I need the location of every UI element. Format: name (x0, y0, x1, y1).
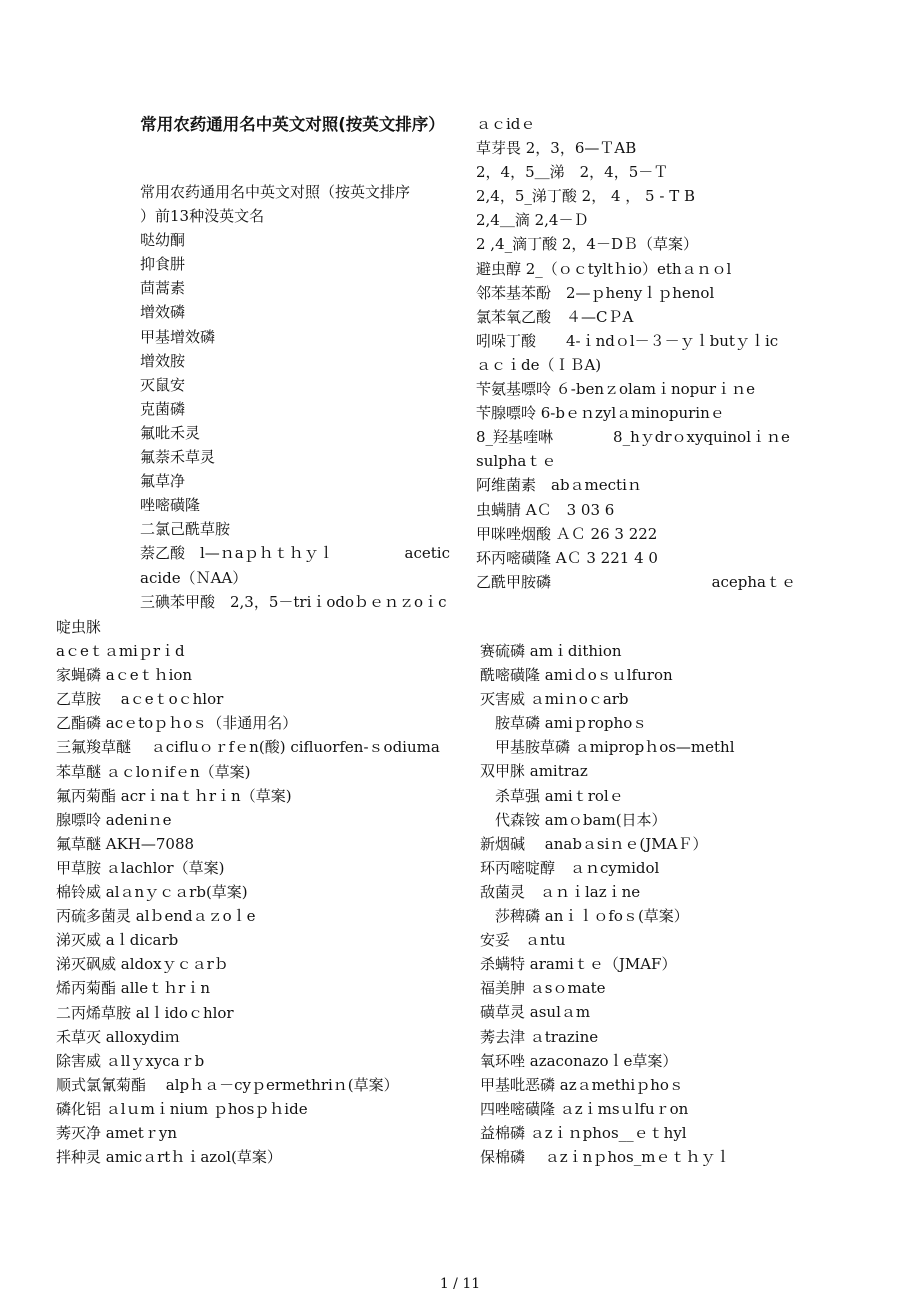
page-number: 1 / 11 (439, 1276, 481, 1292)
list-item: 腺嘌呤 adeniｎe (56, 810, 172, 829)
list-item: 2，4，5＿涕 2，4，5－Ｔ (476, 163, 669, 182)
list-item: 哒幼酮 (140, 231, 186, 250)
list-item: 抑食肼 (140, 255, 186, 274)
list-item: acide（ＮAA） (140, 568, 248, 587)
list-item: 代森铵 amｏbam(日本） (480, 810, 667, 829)
list-item: 新烟碱 anabａsiｎｅ(JMAＦ） (480, 834, 708, 853)
list-item: 莠去津 ａtrazine (480, 1027, 599, 1046)
list-item: 四唑嘧磺隆 ａzｉmsｕlfuｒon (480, 1099, 689, 1118)
list-item: 除害威 ａllｙxycaｒb (56, 1051, 205, 1070)
list-item: 二丙烯草胺 alｌidoｃhlor (56, 1003, 234, 1022)
list-item: 氟丙菊酯 acrｉnaｔｈrｉn（草案) (56, 786, 292, 805)
list-item: 苯草醚 ａｃloｎifｅn（草案) (56, 762, 251, 781)
list-item: 安妥 ａntu (480, 931, 566, 950)
list-item: 双甲脒 amitraz (480, 762, 588, 781)
list-item: 啶虫脒 (56, 618, 102, 636)
bottom-left-list (56, 615, 456, 1169)
list-item: 甲基吡恶磷 azａmethiｐhoｓ (480, 1075, 684, 1094)
top-right-list (476, 112, 796, 594)
term-text: 乙酰甲胺磷 (476, 572, 552, 591)
list-item: 邻苯基苯酚 2—ｐhenyｌｐhenol (476, 283, 715, 302)
list-item: 氟草净 (140, 472, 186, 491)
list-item: 增效磷 (140, 303, 186, 322)
list-item: 增效胺 (140, 351, 186, 370)
list-item: 氟草醚 AKH—7088 (56, 834, 195, 853)
list-item: 环丙嘧啶醇 ａｎcymidol (480, 858, 660, 877)
list-item: 丙硫多菌灵 alｂendａｚoｌe (56, 907, 256, 926)
list-item: 唑嘧磺隆 (140, 496, 201, 515)
list-item: 甲草胺 ａlachlor（草案) (56, 858, 225, 877)
list-item: 棉铃威 alａnｙｃａrb(草案) (56, 883, 248, 902)
list-item: 2 ,4_滴丁酸 2，4－DＢ（草案） (476, 235, 699, 254)
list-item: aｃeｔａmiｐrｉd (56, 642, 185, 661)
list-item (140, 541, 450, 565)
bottom-right-list (480, 639, 820, 1169)
term-text: 萘乙酸 l—ｎaｐｈｔｈｙｌ (140, 544, 334, 563)
list-item: 环丙嘧磺隆 AＣ 3 221 4 0 (476, 548, 658, 567)
list-item: 甲基胺草磷 ａmipropｈos—methl (480, 738, 735, 757)
list-item: 8_羟基喹啉 8_hｙdrｏxyquinolｉｎe (476, 428, 790, 447)
list-item: 福美胂 ａsｏmate (480, 979, 606, 998)
list-item: 家蝇磷 aｃeｔｈion (56, 666, 193, 685)
list-item: 烯丙菊酯 alleｔｈrｉn (56, 979, 211, 998)
list-item: 吲哚丁酸 4-ｉndｏl－３－ｙｌbutｙｌic (476, 331, 779, 350)
list-item: ａｃidｅ (476, 115, 536, 133)
list-item: 禾草灭 alloxydiｍ (56, 1027, 180, 1046)
list-item: 杀草强 amiｔrolｅ (480, 786, 624, 805)
list-item: 氟萘禾草灵 (140, 448, 216, 467)
list-item: 苄腺嘌呤 6-bｅｎzylａminopurinｅ (476, 404, 725, 423)
list-item: 乙草胺 aｃeｔoｃhlor (56, 690, 224, 709)
list-item: 避虫醇 2_（ｏｃtyltｈio）ethａｎｏl (476, 259, 732, 278)
list-item: 顺式氯氰菊酯 alpｈａ－cyｐermethriｎ(草案） (56, 1075, 399, 1094)
list-item: 磺草灵 asulａm (480, 1003, 591, 1022)
list-item: 涕灭威 aｌdicarb (56, 931, 179, 950)
list-item: 二氯己酰草胺 (140, 520, 231, 539)
list-item: 苄氨基嘌呤 ６-benｚolamｉnopurｉｎe (476, 380, 755, 399)
list-item: 敌菌灵 ａｎｉlazｉne (480, 882, 641, 901)
list-item: 乙酯磷 acｅtoｐｈoｓ（非通用名） (56, 714, 298, 733)
list-item: 杀螨特 aramiｔｅ（JMAF） (480, 955, 677, 974)
list-item: 保棉磷 ａzｉnｐhos_mｅｔｈｙｌ (480, 1147, 731, 1166)
list-item: 阿维菌素 abａmectiｎ (476, 476, 642, 495)
list-item: ）前13种没英文名 (140, 207, 265, 226)
term-text-right: acephaｔｅ (711, 572, 796, 591)
list-item: 灭害威 ａmiｎoｃarb (480, 690, 629, 709)
term-text-right: acetic (404, 544, 450, 563)
list-item: 莠灭净 ametｒyn (56, 1123, 177, 1142)
list-item: 酰嘧磺隆 amiｄoｓｕlfuron (480, 666, 673, 685)
list-item: 虫螨腈 AＣ 3 03 6 (476, 500, 615, 519)
list-item: 赛硫磷 amｉdithion (480, 642, 622, 660)
list-item: 克菌磷 (140, 399, 186, 418)
list-item: 益棉磷 ａzｉｎphos__ｅｔhyl (480, 1123, 687, 1142)
list-item: 甲基增效磷 (140, 327, 216, 346)
list-item: 胺草磷 amiｐrophoｓ (480, 714, 648, 733)
list-item (476, 570, 796, 594)
list-item: sulphaｔｅ (476, 452, 557, 471)
list-item: 灭鼠安 (140, 375, 186, 394)
list-item: 氯苯氧乙酸 ４—CＰA (476, 307, 634, 326)
top-left-list (140, 180, 450, 614)
list-item: 2,4＿滴 2,4－Ｄ (476, 211, 589, 230)
list-item: 草芽畏 2，3，6—ＴAB (476, 139, 637, 158)
list-item: ａｃｉde（ＩＢA) (476, 355, 602, 374)
list-item: 氧环唑 azaconazoｌe草案） (480, 1051, 678, 1070)
list-item: 2,4，5_涕丁酸 2， 4 ， 5 - T B (476, 187, 696, 206)
list-item: 氟吡禾灵 (140, 423, 201, 442)
list-item: 涕灭砜威 aldoxｙｃａrｂ (56, 955, 229, 974)
list-item: 磷化铝 ａlｕmｉnium ｐhosｐｈide (56, 1099, 308, 1118)
list-item: 三碘苯甲酸 2,3，5－triｉodoｂｅｎｚoｉc (140, 592, 447, 611)
list-item: 常用农药通用名中英文对照（按英文排序 (140, 183, 411, 201)
list-item: 莎稗磷 anｉｌｏfoｓ(草案） (480, 907, 689, 926)
list-item: 甲咪唑烟酸 ＡＣ 26 3 222 (476, 524, 658, 543)
document-title: 常用农药通用名中英文对照(按英文排序） (140, 115, 445, 134)
list-item: 拌种灵 amicａrtｈｉazol(草案） (56, 1148, 282, 1167)
list-item: 三氟羧草醚 ａcifluｏｒfｅn(酸) cifluorfen-ｓodiuma (56, 738, 440, 757)
list-item: 茴蒿素 (140, 279, 186, 298)
